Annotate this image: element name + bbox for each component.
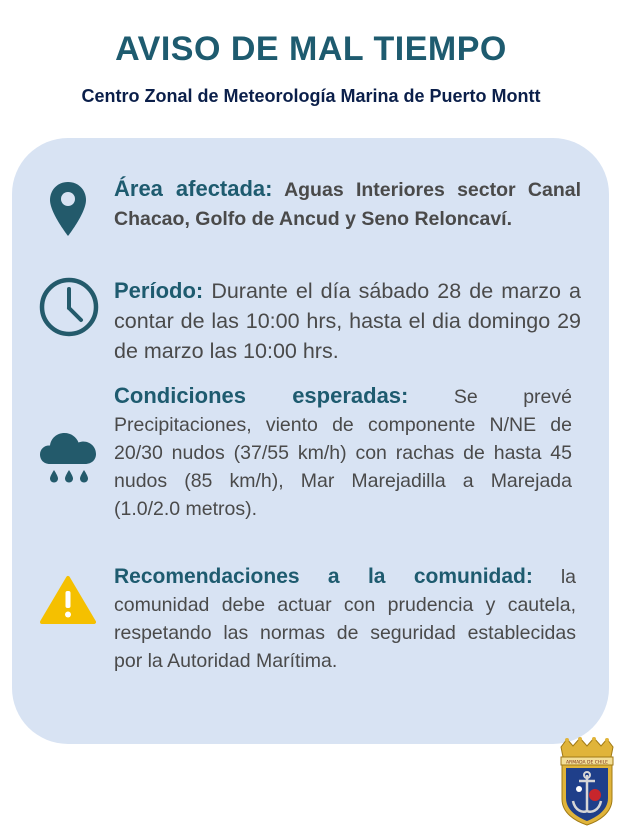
rain-cloud-icon [38, 428, 100, 486]
page-title: AVISO DE MAL TIEMPO [115, 30, 507, 68]
conditions-text: Se prevé Precipitaciones, viento de componente N/NE de 20/30 nudos (37/55 km/h) con rachas de hasta 45 nudos (85 km/h), Mar Marejadilla a Marejada (1.0/2.0 metros). [114, 386, 572, 520]
page-subtitle: Centro Zonal de Meteorología Marina de Puerto Montt [81, 86, 541, 106]
clock-icon [38, 276, 100, 338]
navy-crest-icon [555, 737, 619, 827]
affected-area-heading: Área afectada: [114, 176, 273, 201]
section-period [114, 276, 581, 366]
warning-triangle-icon [40, 575, 96, 625]
section-recommendations [114, 563, 576, 675]
svg-text:ARMADA DE CHILE: ARMADA DE CHILE [565, 760, 609, 766]
section-affected-area [114, 174, 581, 234]
conditions-heading: Condiciones esperadas: [114, 383, 409, 408]
period-text: Durante el día sábado 28 de marzo a contar de las 10:00 hrs, hasta el dia domingo 29 de marzo las 10:00 hrs. [114, 279, 581, 363]
section-expected-conditions [114, 382, 572, 523]
affected-area-text: Aguas Interiores sector Canal Chacao, Golfo de Ancud y Seno Reloncaví. [114, 179, 581, 230]
recommendations-text: la comunidad debe actuar con prudencia y cautela, respetando las normas de seguridad establecidas por la Autoridad Marítima. [114, 566, 576, 672]
period-heading: Período: [114, 278, 204, 303]
location-pin-icon [48, 180, 88, 238]
recommendations-heading: Recomendaciones a la comunidad: [114, 565, 533, 588]
